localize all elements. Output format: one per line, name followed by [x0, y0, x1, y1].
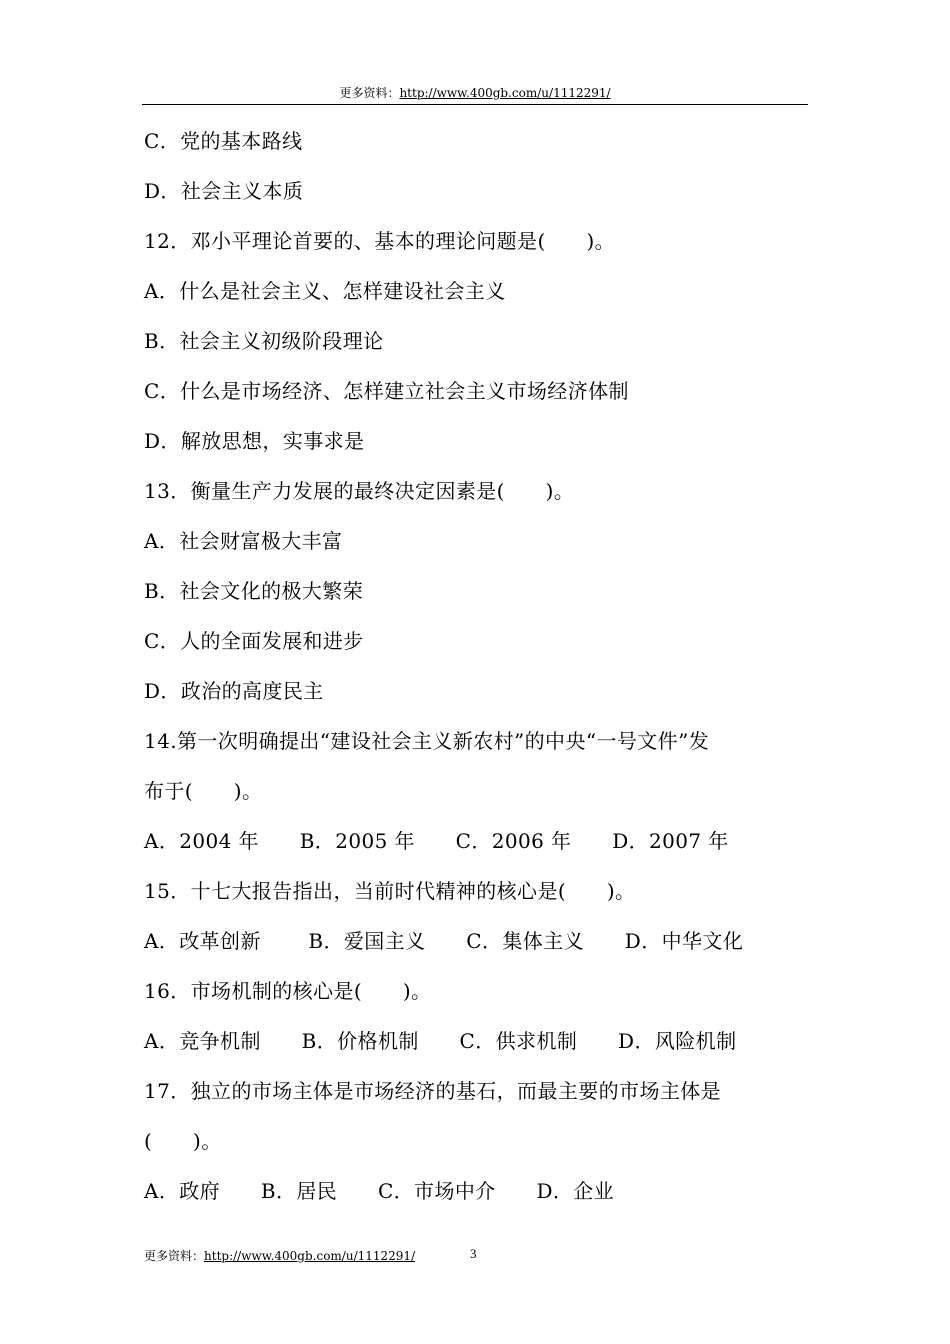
text-line-19: A．竞争机制 B．价格机制 C．供求机制 D．风险机制: [144, 1029, 737, 1053]
text-line-17: A．改革创新 B．爱国主义 C．集体主义 D．中华文化: [144, 929, 744, 953]
question-12: 12．邓小平理论首要的、基本的理论问题是( )。: [144, 229, 616, 253]
question-17: 17．独立的市场主体是市场经济的基石，而最主要的市场主体是: [144, 1079, 722, 1103]
text-line-1: C．党的基本路线: [144, 129, 303, 153]
text-line-2: D．社会主义本质: [144, 179, 304, 203]
text-line-9: A．社会财富极大丰富: [144, 529, 343, 553]
footer-label: 更多资料：: [144, 1249, 205, 1263]
text-line-12: D．政治的高度民主: [144, 679, 324, 703]
text-line-5: B．社会主义初级阶段理论: [144, 329, 384, 353]
footer-link[interactable]: http://www.400gb.com/u/1112291/: [204, 1249, 416, 1263]
text-line-15: A．2004 年 B．2005 年 C．2006 年 D．2007 年: [144, 829, 729, 853]
text-line-7: D．解放思想，实事求是: [144, 429, 365, 453]
page-number: 3: [470, 1246, 477, 1261]
text-line-21: ( )。: [144, 1129, 222, 1153]
text-line-4: A．什么是社会主义、怎样建设社会主义: [144, 279, 506, 303]
text-line-14: 布于( )。: [144, 779, 263, 803]
header-link[interactable]: http://www.400gb.com/u/1112291/: [399, 86, 611, 100]
question-list: [144, 116, 814, 1216]
question-15: 15．十七大报告指出，当前时代精神的核心是( )。: [144, 879, 636, 903]
question-13: 13．衡量生产力发展的最终决定因素是( )。: [144, 479, 575, 503]
text-line-6: C．什么是市场经济、怎样建立社会主义市场经济体制: [144, 379, 629, 403]
header-divider: [142, 104, 808, 105]
text-line-22: A．政府 B．居民 C．市场中介 D．企业: [144, 1179, 615, 1203]
header-label: 更多资料：: [339, 86, 400, 100]
text-line-10: B．社会文化的极大繁荣: [144, 579, 364, 603]
page-header: [142, 84, 808, 106]
question-16: 16．市场机制的核心是( )。: [144, 979, 432, 1003]
question-14: 14.第一次明确提出“建设社会主义新农村”的中央“一号文件”发: [144, 729, 710, 753]
page-footer: [144, 1247, 644, 1267]
text-line-11: C．人的全面发展和进步: [144, 629, 364, 653]
